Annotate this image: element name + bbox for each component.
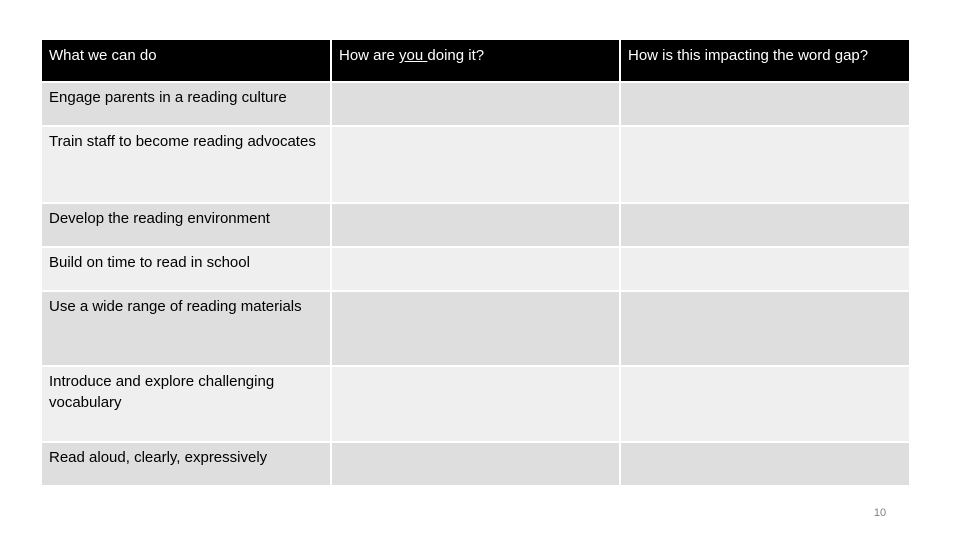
what-cell: Build on time to read in school xyxy=(41,247,331,291)
action-table xyxy=(40,38,911,487)
header-text-underlined: you xyxy=(399,47,428,64)
header-impact-on-word-gap: How is this impacting the word gap? xyxy=(620,39,910,82)
how-cell[interactable] xyxy=(331,203,620,247)
impact-cell[interactable] xyxy=(620,126,910,203)
header-how-are-you-doing-it xyxy=(331,39,620,82)
table-row xyxy=(41,203,910,247)
header-what-we-can-do: What we can do xyxy=(41,39,331,82)
impact-cell[interactable] xyxy=(620,366,910,442)
impact-cell[interactable] xyxy=(620,203,910,247)
table-row xyxy=(41,126,910,203)
header-text-end: doing it? xyxy=(427,47,485,64)
what-cell: Introduce and explore challenging vocabulary xyxy=(41,366,331,442)
what-cell: Use a wide range of reading materials xyxy=(41,291,331,366)
header-text-start: How are xyxy=(339,47,400,64)
impact-cell[interactable] xyxy=(620,442,910,486)
what-cell: Read aloud, clearly, expressively xyxy=(41,442,331,486)
table-row xyxy=(41,291,910,366)
how-cell[interactable] xyxy=(331,247,620,291)
how-cell[interactable] xyxy=(331,442,620,486)
impact-cell[interactable] xyxy=(620,291,910,366)
impact-cell[interactable] xyxy=(620,247,910,291)
page-number: 10 xyxy=(873,507,887,519)
impact-cell[interactable] xyxy=(620,82,910,126)
how-cell[interactable] xyxy=(331,366,620,442)
table-row xyxy=(41,247,910,291)
what-cell: Train staff to become reading advocates xyxy=(41,126,331,203)
what-cell: Develop the reading environment xyxy=(41,203,331,247)
how-cell[interactable] xyxy=(331,291,620,366)
how-cell[interactable] xyxy=(331,126,620,203)
table-row xyxy=(41,366,910,442)
table-row xyxy=(41,82,910,126)
table-row xyxy=(41,442,910,486)
how-cell[interactable] xyxy=(331,82,620,126)
header-row xyxy=(41,39,910,82)
what-cell: Engage parents in a reading culture xyxy=(41,82,331,126)
